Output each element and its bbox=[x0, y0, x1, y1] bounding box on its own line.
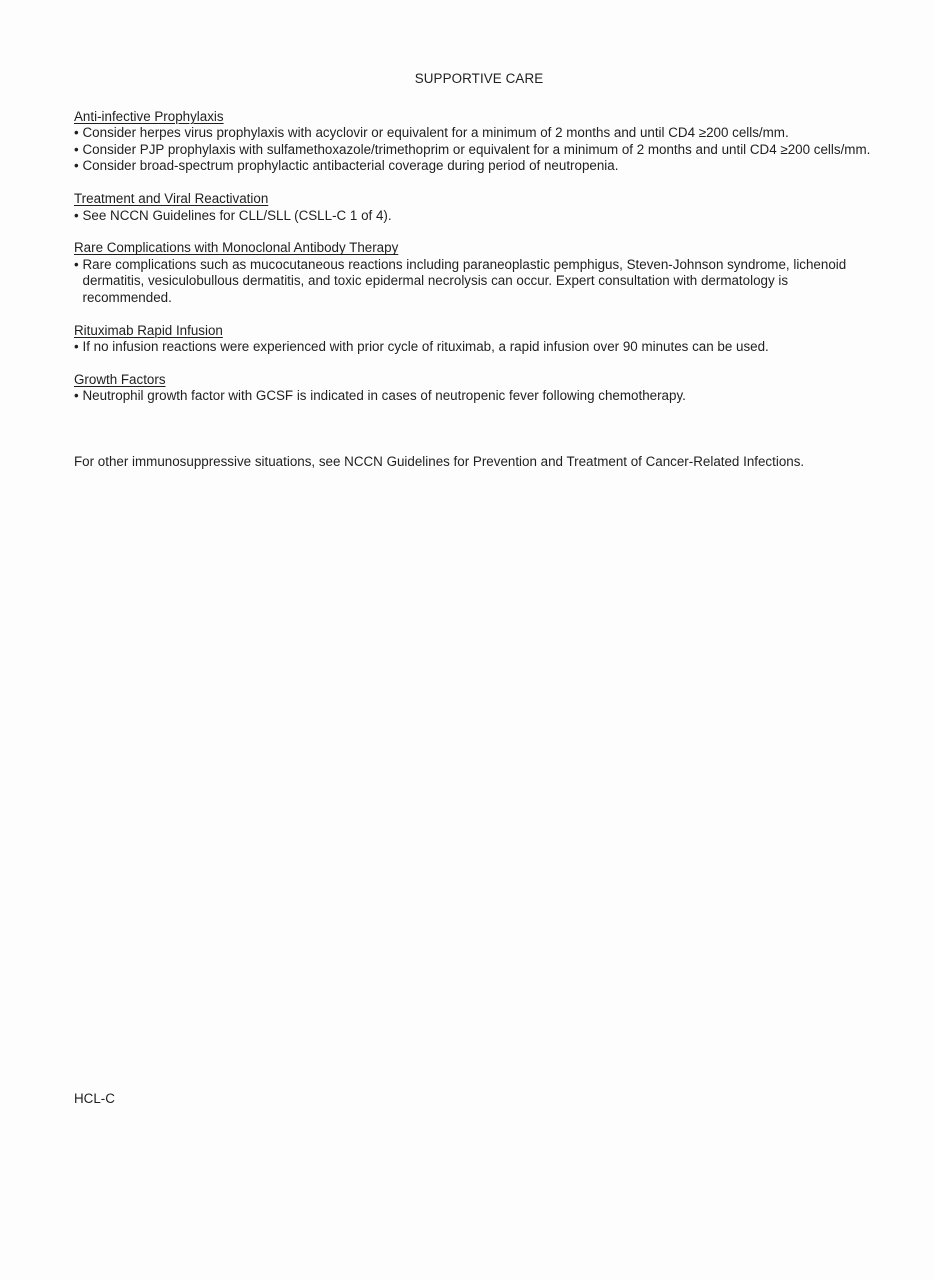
bullet-item: • Rare complications such as mucocutaneous reactions including paraneoplastic pemphigus, Steven-Johnson syndrome, lichenoid dermatitis, vesiculobullous dermatitis, and toxic epidermal necrolysis can occur. Expert consultation with dermatology is recommended. bbox=[74, 257, 874, 306]
section-heading: Growth Factors bbox=[74, 371, 166, 387]
section-heading: Rare Complications with Monoclonal Antibody Therapy bbox=[74, 240, 399, 256]
document-body bbox=[74, 109, 874, 421]
section-rare-complications bbox=[74, 240, 874, 306]
page-identifier: HCL-C bbox=[74, 1091, 115, 1106]
section-rituximab-rapid-infusion bbox=[74, 323, 874, 356]
bullet-item: • Consider herpes virus prophylaxis with acyclovir or equivalent for a minimum of 2 months and until CD4 ≥200 cells/mm. bbox=[74, 125, 874, 141]
bullet-list bbox=[74, 125, 874, 174]
section-anti-infective-prophylaxis bbox=[74, 109, 874, 175]
section-heading: Treatment and Viral Reactivation bbox=[74, 191, 269, 207]
bullet-item: • Neutrophil growth factor with GCSF is indicated in cases of neutropenic fever following chemotherapy. bbox=[74, 388, 874, 404]
bullet-list bbox=[74, 388, 874, 404]
bullet-item: • See NCCN Guidelines for CLL/SLL (CSLL-C 1 of 4). bbox=[74, 208, 874, 224]
bullet-list bbox=[74, 339, 874, 355]
section-growth-factors bbox=[74, 372, 874, 405]
bullet-item: • Consider PJP prophylaxis with sulfamethoxazole/trimethoprim or equivalent for a minimum of 2 months and until CD4 ≥200 cells/mm. bbox=[74, 142, 874, 158]
bullet-list bbox=[74, 257, 874, 306]
section-treatment-viral-reactivation bbox=[74, 191, 874, 224]
bullet-item: • If no infusion reactions were experienced with prior cycle of rituximab, a rapid infusion over 90 minutes can be used. bbox=[74, 339, 874, 355]
section-heading: Rituximab Rapid Infusion bbox=[74, 322, 223, 338]
bullet-item: • Consider broad-spectrum prophylactic antibacterial coverage during period of neutropenia. bbox=[74, 158, 874, 174]
footnote: For other immunosuppressive situations, see NCCN Guidelines for Prevention and Treatment of Cancer-Related Infections. bbox=[74, 454, 805, 469]
section-heading: Anti-infective Prophylaxis bbox=[74, 109, 224, 124]
bullet-list bbox=[74, 208, 874, 224]
page-title: SUPPORTIVE CARE bbox=[414, 71, 544, 86]
